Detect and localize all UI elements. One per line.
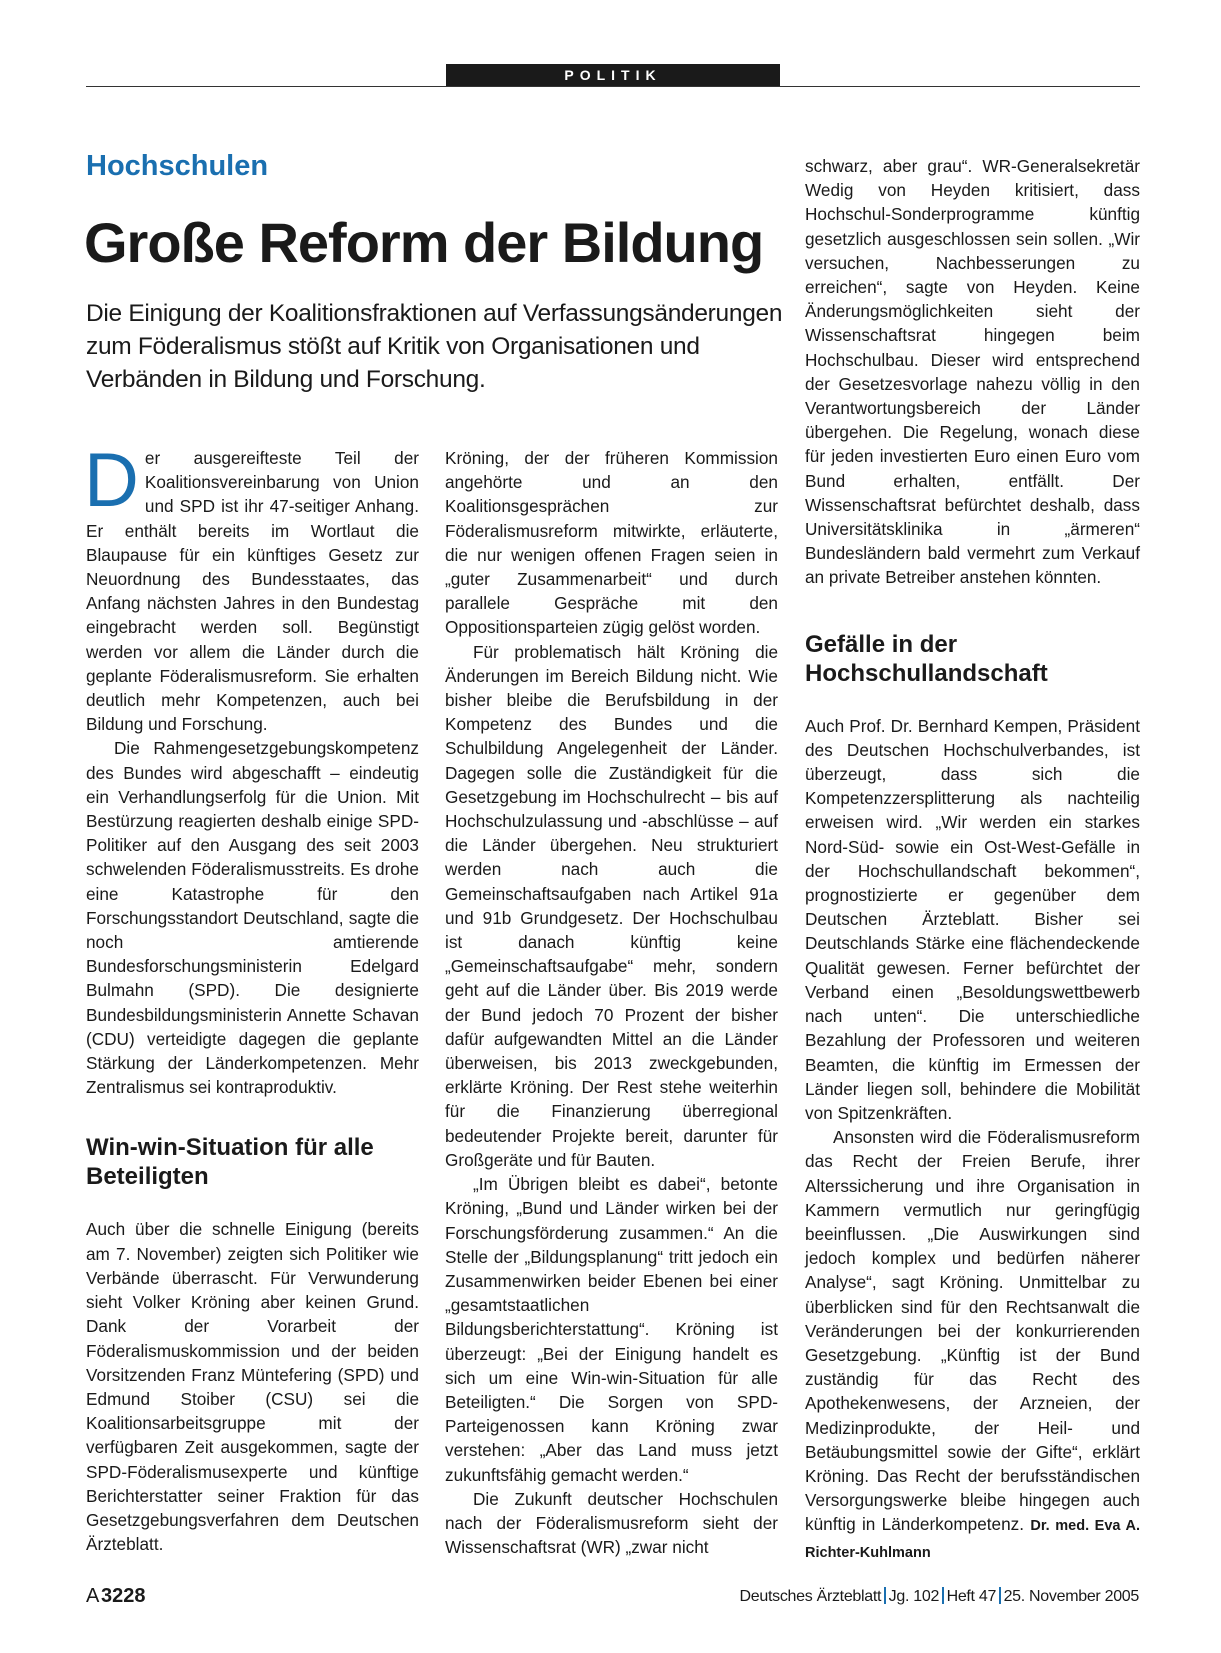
article-lead: Die Einigung der Koalitionsfraktionen auf Verfassungsänderungen zum Föderalismus stößt auf Kritik von Organisationen und Verbänden in Bildung und Forschung. [86, 300, 783, 393]
top-rule [86, 86, 1140, 87]
page-number-value: 3228 [101, 1585, 146, 1607]
author-byline: Dr. med. Eva A. Richter-Kuhlmann [805, 1518, 1140, 1561]
article-kicker: Hochschulen [86, 150, 269, 182]
subheading: Win-win-Situation für alle Beteiligten [86, 1134, 374, 1191]
paragraph: Auch Prof. Dr. Bernhard Kempen, Präsident des Deutschen Hochschulverbandes, ist überzeugt, dass sich die Kompetenzzersplitterung als nachteilig erweisen wird. „Wir werden ein starkes Nord-Süd- sowie ein Ost-West-Gefälle in der Hochschullandschaft bekommen“, prognostizierte er gegenüber dem Deutschen Ärzteblatt. Bisher sei Deutschlands Stärke eine flächendeckende Qualität gewesen. Ferner befürchtet der Verband einen „Besoldungswettbewerb nach unten“. Die unterschiedliche Bezahlung der Professoren und weiteren Beamten, die künftig im Ermessen der Länder liegen soll, behindere die Mobilität von Spitzenkräften. [805, 715, 1140, 1123]
paragraph: Auch über die schnelle Einigung (bereits am 7. November) zeigten sich Politiker wie Verbände überrascht. Für Verwunderung sieht Volker Kröning aber keinen Grund. Dank der Vorarbeit der Föderalismuskommission und der beiden Vorsitzenden Franz Müntefering (SPD) und Edmund Stoiber (CSU) sei die Koalitionsarbeitsgruppe mit der verfügbaren Zeit ausgekommen, sagte der SPD-Föderalismusexperte und künftige Berichterstatter seiner Fraktion für das Gesetzgebungsverfahren dem Deutschen Ärzteblatt. [86, 1219, 419, 1555]
paragraph: Für problematisch hält Kröning die Änderungen im Bereich Bildung nicht. Wie bisher bleibe die Berufsbildung in der Kompetenz des Bundes und die Schulbildung Angelegenheit der Länder. Dagegen solle die Zuständigkeit für die Gesetzgebung im Hochschulrecht – bis auf Hochschulzulassung und -abschlüsse – auf die Länder übergehen. Neu strukturiert werden nach auch die Gemeinschaftsaufgaben nach Artikel 91a und 91b Grundgesetz. Der Hochschulbau ist danach künftig keine „Gemeinschaftsaufgabe“ mehr, sondern geht auf die Länder über. Bis 2019 werde der Bund jedoch 70 Prozent der bisher dafür aufgewandten Mittel an die Länder überweisen, bis 2013 zweckgebunden, erklärte Kröning. Der Rest stehe weiterhin für die Finanzierung überregional bedeutender Projekte bereit, darunter für Großgeräte und für Bauten. [445, 641, 778, 1170]
journal-issue: Heft 47 [946, 1588, 997, 1605]
paragraph [84, 438, 419, 736]
divider [942, 1587, 944, 1604]
paragraph: Die Rahmengesetzgebungskompetenz des Bundes wird abgeschafft – eindeutig ein Verhandlungserfolg für die Union. Mit Bestürzung reagierten deshalb einige SPD-Politiker auf den Ausgang des seit 2003 schwelenden Föderalismusstreits. Es drohe eine Katastrophe für den Forschungsstandort Deutschland, sagte die noch amtierende Bundesforschungsministerin Edelgard Bulmahn (SPD). Die designierte Bundesbildungsministerin Annette Schavan (CDU) verteidigte dagegen die geplante Stärkung der Länderkompetenzen. Mehr Zentralismus sei kontraproduktiv. [86, 738, 419, 1098]
page-number [86, 1585, 146, 1608]
column-3 [805, 154, 1140, 1565]
paragraph: „Im Übrigen bleibt es dabei“, betonte Kröning, „Bund und Länder wirken bei der Forschungsförderung zusammen.“ An die Stelle der „Bildungsplanung“ tritt jedoch ein Zusammenwirken beider Ebenen bei einer „gesamtstaatlichen Bildungsberichterstattung“. Kröning ist überzeugt: „Bei der Einigung handelt es sich um eine Win-win-Situation für alle Beteiligten.“ Die Sorgen von SPD-Parteigenossen kann Kröning zwar verstehen: „Aber das Land muss jetzt zukunftsfähig gemacht werden.“ [445, 1174, 778, 1485]
paragraph-text: er ausgereifteste Teil der Koalitionsvereinbarung von Union und SPD ist ihr 47-seitiger Anhang. Er enthält bereits im Wortlaut die Blaupause für ein künftiges Gesetz zur Neuordnung des Bundesstaates, das Anfang nächsten Jahres in den Bundestag eingebracht werden soll. Begünstigt werden vor allem die Länder durch die geplante Föderalismusreform. Sie erhalten deutlich mehr Kompetenzen, auch bei Bildung und Forschung. [86, 448, 419, 735]
paragraph: Kröning, der der früheren Kommission angehörte und an den Koalitionsgesprächen zur Föderalismusreform mitwirkte, erläuterte, die nur wenigen offenen Fragen seien in „guter Zusammenarbeit“ und durch parallele Gespräche mit den Oppositionsparteien zügig gelöst worden. [445, 448, 778, 638]
page-prefix: A [86, 1585, 100, 1607]
journal-name: Deutsches Ärzteblatt [739, 1588, 882, 1605]
divider [999, 1587, 1001, 1604]
paragraph-text: Ansonsten wird die Föderalismusreform das Recht der Freien Berufe, ihrer Alterssicherung und ihre Organisation in Kammern vermutlich nur geringfügig beeinflussen. „Die Auswirkungen sind jedoch komplex und bedürfen näherer Analyse“, sagt Kröning. Unmittelbar zu überblicken sind für den Rechtsanwalt die Veränderungen bei der konkurrierenden Gesetzgebung. „Künftig ist der Bund zuständig für das Recht des Apothekenwesens, der Arzneien, der Medizinprodukte, der Heil- und Betäubungsmittel sowie der Gifte“, erklärt Kröning. Das Recht der berufsständischen Versorgungswerke bleibe hingegen auch künftig in Länderkompetenz. [805, 1127, 1140, 1535]
paragraph: Die Zukunft deutscher Hochschulen nach der Föderalismusreform sieht der Wissenschaftsrat (WR) „zwar nicht [445, 1488, 778, 1558]
drop-cap: D [84, 438, 139, 523]
column-2 [445, 446, 778, 1559]
paragraph [805, 1125, 1140, 1565]
paragraph: schwarz, aber grau“. WR-Generalsekretär Wedig von Heyden kritisiert, dass Hochschul-Sonderprogramme künftig gesetzlich ausgeschlossen sein sollen. „Wir versuchen, Nachbesserungen zu erreichen“, sagte von Heyden. Keine Änderungsmöglichkeiten sieht der Wissenschaftsrat hingegen beim Hochschulbau. Dieser wird entsprechend der Gesetzesvorlage nahezu völlig in den Verantwortungsbereich der Länder übergehen. Die Regelung, wonach diese für jeden investierten Euro einen Euro vom Bund erhalten, entfällt. Der Wissenschaftsrat befürchtet deshalb, dass Universitätsklinika in „ärmeren“ Bundesländern bald vermehrt zum Verkauf an private Betreiber anstehen könnten. [805, 156, 1140, 588]
journal-info [740, 1587, 1139, 1606]
article-headline: Große Reform der Bildung [84, 211, 764, 274]
divider [884, 1587, 886, 1604]
section-banner: POLITIK [446, 64, 780, 86]
column-1 [84, 438, 419, 1556]
subheading: Gefälle in der Hochschullandschaft [805, 630, 1048, 687]
journal-volume: Jg. 102 [888, 1588, 940, 1605]
journal-date: 25. November 2005 [1003, 1588, 1139, 1605]
